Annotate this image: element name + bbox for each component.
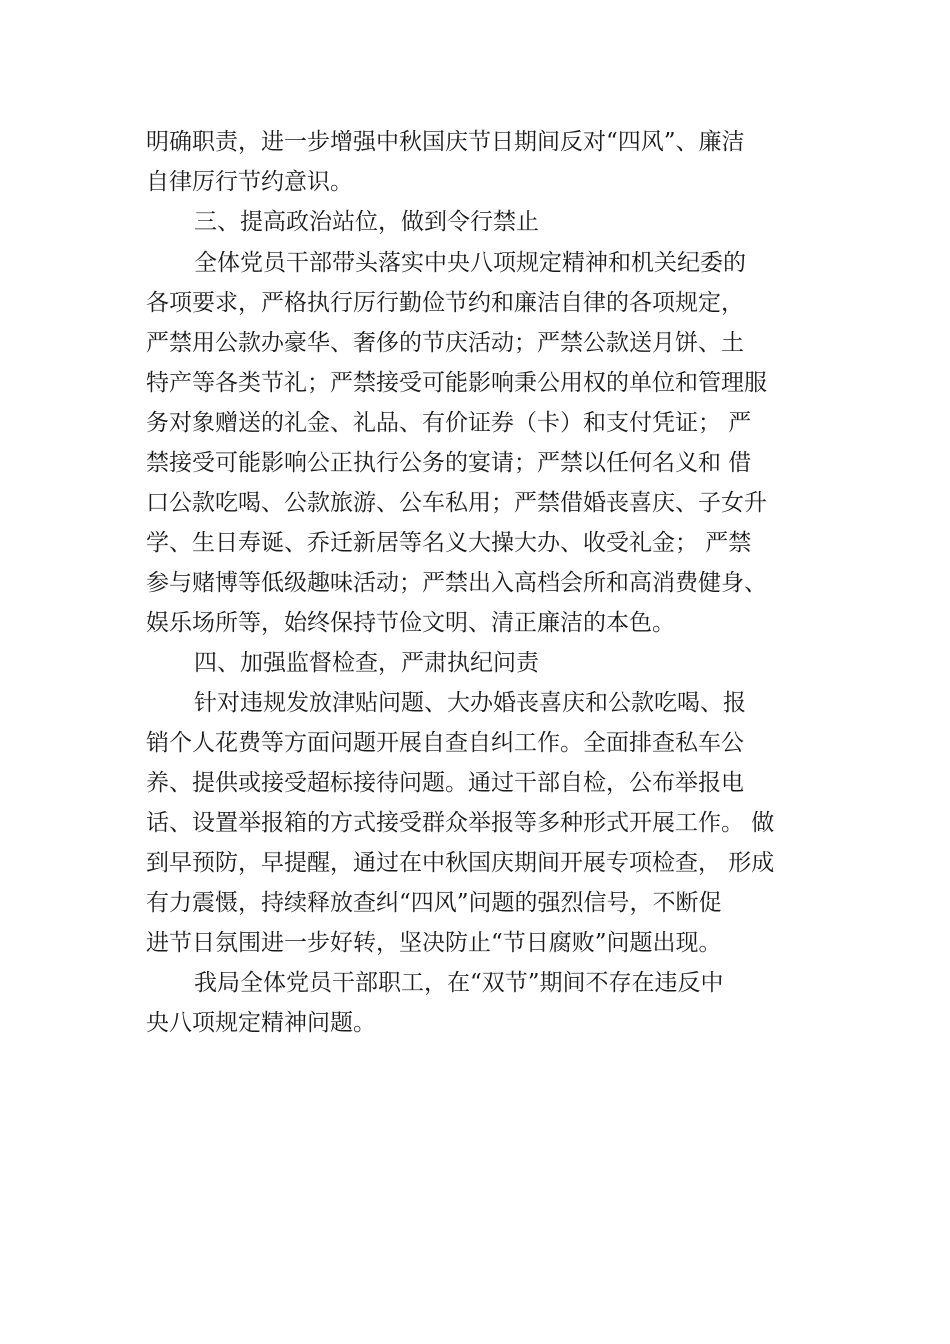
- text-line: 严禁用公款办豪华、奢侈的节庆活动；严禁公款送月饼、土: [146, 330, 744, 356]
- text-line: 养、提供或接受超标接待问题。通过干部自检，公布举报电: [146, 770, 744, 796]
- text-line: 学、生日寿诞、乔迁新居等名义大操大办、收受礼金； 严禁: [146, 530, 752, 556]
- text-line: 禁接受可能影响公正执行公务的宴请；严禁以任何名义和 借: [146, 450, 752, 476]
- text-line: 特产等各类节礼；严禁接受可能影响秉公用权的单位和管理服: [146, 370, 767, 396]
- text-line: 各项要求，严格执行厉行勤俭节约和廉洁自律的各项规定，: [146, 290, 744, 316]
- text-line: 话、设置举报箱的方式接受群众举报等多种形式开展工作。 做: [146, 810, 775, 836]
- text-line: 销个人花费等方面问题开展自查自纠工作。全面排查私车公: [146, 730, 744, 756]
- text-line: 娱乐场所等，始终保持节俭文明、清正廉洁的本色。: [146, 610, 675, 636]
- section-heading: 三、提高政治站位，做到令行禁止: [194, 209, 539, 235]
- text-line: 参与赌博等低级趣味活动；严禁出入高档会所和高消费健身、: [146, 570, 767, 596]
- text-line: 自律厉行节约意识。: [146, 169, 353, 195]
- text-line: 我局全体党员干部职工，在“双节”期间不存在违反中: [194, 970, 724, 996]
- section-heading: 四、加强监督检查，严肃执纪问责: [194, 650, 539, 676]
- text-line: 有力震慑，持续释放查纠“四风”问题的强烈信号，不断促: [146, 890, 722, 916]
- text-line: 到早预防，早提醒，通过在中秋国庆期间开展专项检查， 形成: [146, 850, 775, 876]
- text-line: 口公款吃喝、公款旅游、公车私用；严禁借婚丧喜庆、子女升: [146, 490, 767, 516]
- text-line: 明确职责，进一步增强中秋国庆节日期间反对“四风”、廉洁: [146, 129, 745, 155]
- text-line: 务对象赠送的礼金、礼品、有价证券（卡）和支付凭证； 严: [146, 410, 752, 436]
- text-line: 全体党员干部带头落实中央八项规定精神和机关纪委的: [194, 250, 746, 276]
- text-line: 进节日氛围进一步好转，坚决防止“节日腐败”问题出现。: [146, 930, 722, 956]
- text-line: 央八项规定精神问题。: [146, 1010, 376, 1036]
- text-line: 针对违规发放津贴问题、大办婚丧喜庆和公款吃喝、报: [194, 690, 746, 716]
